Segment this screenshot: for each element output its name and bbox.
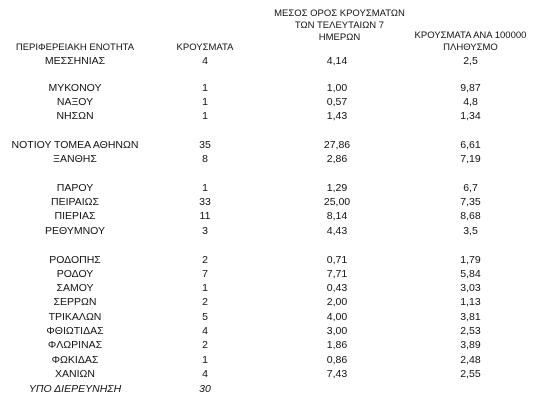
cell-cases: 2 — [202, 339, 208, 351]
table-row — [0, 267, 541, 281]
table-row — [0, 138, 541, 152]
cell-cases: 1 — [202, 282, 208, 294]
cell-per100k: 3,81 — [460, 311, 481, 323]
table-header — [0, 0, 541, 56]
table-row — [0, 95, 541, 109]
cell-avg7: 0,71 — [326, 254, 348, 266]
cell-cases: 2 — [202, 296, 208, 308]
table-row — [0, 353, 541, 367]
cell-region: ΤΡΙΚΑΛΩΝ — [48, 311, 102, 323]
cell-region: ΡΕΘΥΜΝΟΥ — [44, 225, 105, 237]
cell-cases: 2 — [202, 254, 208, 266]
cell-region: ΡΟΔΟΥ — [56, 268, 94, 280]
cell-cases: 1 — [202, 110, 208, 122]
cell-avg7: 4,43 — [326, 225, 348, 237]
cell-per100k: 4,8 — [463, 96, 478, 108]
cell-cases: 1 — [202, 96, 208, 108]
cell-avg7: 3,00 — [326, 325, 348, 337]
cell-cases: 33 — [199, 196, 211, 208]
cell-avg7: 27,86 — [323, 139, 351, 151]
cell-region: ΞΑΝΘΗΣ — [53, 153, 97, 165]
table-row — [0, 324, 541, 338]
cell-avg7: 1,29 — [326, 182, 348, 194]
cell-avg7: 1,43 — [326, 110, 348, 122]
cell-avg7: 4,00 — [326, 311, 348, 323]
table-row — [0, 295, 541, 309]
cell-avg7: 0,86 — [326, 354, 348, 366]
cell-region: ΝΑΞΟΥ — [56, 96, 94, 108]
cell-avg7: 2,86 — [326, 153, 348, 165]
cell-cases: 30 — [199, 383, 211, 395]
cell-region: ΣΑΜΟΥ — [56, 282, 94, 294]
cell-per100k: 7,35 — [460, 196, 481, 208]
cell-cases: 1 — [202, 182, 208, 194]
cell-per100k: 2,48 — [460, 354, 481, 366]
cell-per100k: 1,13 — [460, 296, 481, 308]
cell-region: ΦΘΙΩΤΙΔΑΣ — [46, 325, 104, 337]
cell-per100k: 3,89 — [460, 339, 481, 351]
cell-per100k: 9,87 — [460, 82, 481, 94]
table-row — [0, 382, 541, 396]
cell-cases: 11 — [199, 210, 211, 222]
table-row — [0, 367, 541, 381]
cell-region: ΠΕΙΡΑΙΩΣ — [51, 196, 99, 208]
cell-avg7: 7,71 — [326, 268, 348, 280]
cell-avg7: 0,57 — [326, 96, 348, 108]
header-per100k: ΚΡΟΥΣΜΑΤΑ ΑΝΑ 100000 ΠΛΗΘΥΣΜΟ — [414, 30, 527, 53]
table-row — [0, 253, 541, 267]
cell-region: ΠΑΡΟΥ — [56, 182, 94, 194]
cell-region: ΦΛΩΡΙΝΑΣ — [47, 339, 103, 351]
header-cases: ΚΡΟΥΣΜΑΤΑ — [176, 42, 234, 53]
cell-avg7: 25,00 — [323, 196, 351, 208]
cell-region: ΜΕΣΣΗΝΙΑΣ — [44, 55, 106, 67]
cell-avg7: 0,43 — [326, 282, 348, 294]
table-row — [0, 281, 541, 295]
cell-cases: 7 — [202, 268, 208, 280]
table-row — [0, 109, 541, 123]
cell-per100k: 5,84 — [460, 268, 481, 280]
cell-cases: 5 — [202, 311, 208, 323]
cell-cases: 1 — [202, 82, 208, 94]
cell-per100k: 2,5 — [463, 55, 478, 67]
cell-region: ΝΟΤΙΟΥ ΤΟΜΕΑ ΑΘΗΝΩΝ — [11, 139, 139, 151]
table-row — [0, 224, 541, 238]
cell-avg7: 7,43 — [326, 368, 348, 380]
cell-per100k: 1,34 — [460, 110, 481, 122]
cell-region: ΦΩΚΙΔΑΣ — [51, 354, 99, 366]
cell-avg7: 2,00 — [326, 296, 348, 308]
cell-per100k: 2,53 — [460, 325, 481, 337]
table-row — [0, 81, 541, 95]
cell-per100k: 6,61 — [460, 139, 481, 151]
cell-cases: 4 — [202, 55, 208, 67]
cell-region: ΠΙΕΡΙΑΣ — [54, 210, 96, 222]
table-row — [0, 209, 541, 223]
header-region: ΠΕΡΙΦΕΡΕΙΑΚΗ ΕΝΟΤΗΤΑ — [15, 42, 135, 53]
table-row — [0, 54, 541, 68]
cell-per100k: 8,68 — [460, 210, 481, 222]
cell-avg7: 8,14 — [326, 210, 348, 222]
cell-avg7: 1,00 — [326, 82, 348, 94]
cell-region: ΣΕΡΡΩΝ — [53, 296, 97, 308]
cell-region: ΝΗΣΩΝ — [56, 110, 94, 122]
header-avg7: ΜΕΣΟΣ ΟΡΟΣ ΚΡΟΥΣΜΑΤΩΝ ΤΩΝ ΤΕΛΕΥΤΑΙΩΝ 7 ΗΜΕΡΩΝ — [274, 8, 405, 43]
table-row — [0, 338, 541, 352]
cell-avg7: 1,86 — [326, 339, 348, 351]
cell-cases: 4 — [202, 325, 208, 337]
cell-cases: 4 — [202, 368, 208, 380]
cell-region: ΧΑΝΙΩΝ — [55, 368, 95, 380]
cell-per100k: 7,19 — [460, 153, 481, 165]
cell-per100k: 1,79 — [460, 254, 481, 266]
cell-region: ΡΟΔΟΠΗΣ — [49, 254, 101, 266]
cell-per100k: 3,5 — [463, 225, 478, 237]
table-row — [0, 195, 541, 209]
cell-per100k: 6,7 — [463, 182, 478, 194]
table-row — [0, 310, 541, 324]
table-row — [0, 152, 541, 166]
table-row — [0, 181, 541, 195]
cell-cases: 1 — [202, 354, 208, 366]
cell-cases: 8 — [202, 153, 208, 165]
cell-avg7: 4,14 — [326, 55, 348, 67]
cell-region: ΥΠΟ ΔΙΕΡΕΥΝΗΣΗ — [28, 383, 122, 395]
cell-per100k: 2,55 — [460, 368, 481, 380]
cell-per100k: 3,03 — [460, 282, 481, 294]
cell-region: ΜΥΚΟΝΟΥ — [48, 82, 102, 94]
cell-cases: 35 — [199, 139, 211, 151]
cell-cases: 3 — [202, 225, 208, 237]
